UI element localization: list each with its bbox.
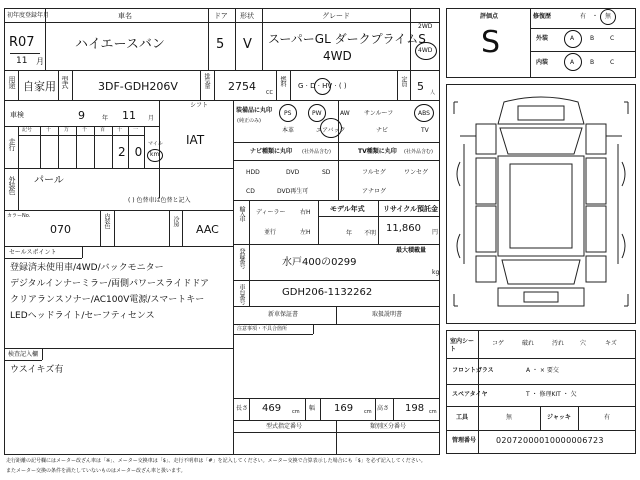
height-label: 高さ xyxy=(377,405,390,412)
repair-yes: 有 xyxy=(580,13,587,20)
sales-point-line-0: 登録済未使用車/4WD/バックモニター xyxy=(10,263,164,273)
model-year-label: モデル年式 xyxy=(330,205,365,213)
manual-label: 取扱説明書 xyxy=(372,311,403,318)
mileage-hdr-3: 千 xyxy=(82,127,88,133)
equipment-label: 装備品に丸印 xyxy=(236,107,273,114)
load-unit: kg xyxy=(432,269,440,276)
recycle-unit: 円 xyxy=(432,229,439,236)
equip-tv: TV xyxy=(421,127,429,134)
width: 169 xyxy=(334,403,354,414)
recycle-value: 11,860 xyxy=(386,223,421,234)
navi-hdd: HDD xyxy=(246,169,260,176)
fuel-options: G · D · HV · ( ) xyxy=(298,82,347,90)
rating-score: S xyxy=(481,25,501,60)
exterior-grade-b: B xyxy=(590,35,595,42)
inspector-label: 検査記入欄 xyxy=(8,351,39,358)
car-name-label: 車名 xyxy=(118,12,132,20)
tv-analog: アナログ xyxy=(362,188,387,195)
use-label: 用途 xyxy=(8,76,16,88)
footer-line-1: 走行距離の記号欄にはメーター改ざん車は「※」、メーター交換車は「$」、走行不明車は「#」を記入してください。メーター交換で合算表示した場合にも「$」を必ず記入してください。 xyxy=(6,458,426,464)
inspection-year: 9 xyxy=(78,109,85,122)
mileage-hdr-2: 万 xyxy=(64,127,70,133)
mileage-unit-mile: マイル xyxy=(148,141,163,147)
color-no-label: カラーNo. xyxy=(7,213,31,219)
shift: IAT xyxy=(186,133,205,147)
mileage-hdr-6: 一 xyxy=(133,127,139,133)
inspection-label: 車検 xyxy=(10,111,24,119)
plate-label: 登録番号 xyxy=(238,248,245,268)
exterior-grade-label: 外装 xyxy=(536,35,549,42)
sales-point-label: セールスポイント xyxy=(9,249,57,256)
sales-point-line-3: LEDヘッドライト/セーフティセンス xyxy=(10,311,155,321)
inspection-month-unit: 月 xyxy=(148,115,155,122)
import-left: 左H xyxy=(300,229,311,236)
drive: 4WD xyxy=(323,49,352,63)
exterior-grade-a: A xyxy=(570,35,575,42)
glass-value: A ・ × 要交 xyxy=(526,367,559,374)
rating-label: 評価点 xyxy=(480,13,499,20)
import-dealer: ディーラー xyxy=(256,209,286,216)
inspection-year-unit: 年 xyxy=(102,115,109,122)
length-label: 長さ xyxy=(236,405,249,412)
model-year-unknown: 不明 xyxy=(364,230,377,237)
repair-label: 修復歴 xyxy=(533,13,552,20)
interior-grade-c: C xyxy=(610,59,615,66)
width-unit: cm xyxy=(364,409,372,415)
interior-color-label: 内装色 xyxy=(103,213,110,228)
fuel-d-circle xyxy=(314,78,331,95)
interior-grade-label: 内装 xyxy=(536,59,549,66)
jack-label: ジャッキ xyxy=(547,414,571,421)
tv-oneseg: ワンセグ xyxy=(404,169,429,176)
mileage-value: 20 xyxy=(118,145,152,159)
disp-unit: CC xyxy=(266,90,273,96)
equip-pw: PW xyxy=(312,110,322,117)
disp-label: 排気量 xyxy=(203,73,210,88)
color-no: 070 xyxy=(50,223,71,236)
navi-dvd-play: DVD再生可 xyxy=(277,188,309,195)
sales-point-line-2: クリアランスソナー/AC100V電源/スマートキー xyxy=(10,295,205,305)
equip-navi: ナビ xyxy=(376,127,389,134)
inspector-note: ウスイキズ有 xyxy=(10,365,64,375)
car-name: ハイエースバン xyxy=(75,37,165,52)
seat-koge: コゲ xyxy=(492,340,505,347)
mileage-hdr-5: 十 xyxy=(117,127,123,133)
sales-point-line-1: デジタルインナーミラー/両側パワースライドドア xyxy=(10,279,210,289)
navi-sd: SD xyxy=(322,169,331,176)
equipment-sublabel: (純正のみ) xyxy=(237,118,261,124)
use: 自家用 xyxy=(23,80,56,93)
interior-grade-b: B xyxy=(590,59,595,66)
mileage-unit-km: km xyxy=(150,151,160,158)
reg-label: 初年度登録年月 xyxy=(7,12,50,19)
exterior-color: パール xyxy=(34,175,64,186)
cap-label: 定員 xyxy=(400,76,407,86)
glass-label: フロントガラス xyxy=(452,367,494,374)
grade: スーパーGL ダークプライムS xyxy=(268,32,426,46)
capacity: 5 xyxy=(417,80,424,93)
tv-fullseg: フルセグ xyxy=(362,169,386,176)
fuel-label: 燃料 xyxy=(279,76,286,86)
reg-year: R07 xyxy=(9,35,35,50)
shape-label: 形状 xyxy=(240,12,254,20)
shift-label: シフト xyxy=(190,102,209,109)
exterior-color-note: ( ) 色替車は色替と記入 xyxy=(128,197,191,204)
class-label: 類別区分番号 xyxy=(370,423,407,430)
exterior-grade-c: C xyxy=(610,35,615,42)
length: 469 xyxy=(262,403,282,414)
warranty-label: 新車保証書 xyxy=(268,311,299,318)
model: 3DF-GDH206V xyxy=(98,80,178,93)
equip-ps: PS xyxy=(284,110,292,117)
navi-cd: CD xyxy=(246,188,255,195)
navi-dvd: DVD xyxy=(286,169,300,176)
shape: V xyxy=(243,37,252,52)
tools-label: 工具 xyxy=(456,414,469,421)
width-label: 幅 xyxy=(309,405,316,412)
mgmt-label: 管理番号 xyxy=(452,437,477,444)
load-label: 最大積載量 xyxy=(396,247,427,254)
tools-value: 無 xyxy=(506,414,513,421)
jack-value: 有 xyxy=(604,414,611,421)
height-unit: cm xyxy=(429,409,437,415)
chassis-label: 車台番号 xyxy=(238,284,245,304)
seat-yabure: 破れ xyxy=(522,340,535,347)
length-unit: cm xyxy=(292,409,300,415)
disp: 2754 xyxy=(228,80,256,93)
plate-value: 水戸400の0299 xyxy=(282,257,357,268)
navi-sublabel: (社外品含む) xyxy=(302,149,331,155)
model-label: 型式 xyxy=(61,76,69,88)
tv-sublabel: (社外品含む) xyxy=(404,149,433,155)
doors: 5 xyxy=(216,37,225,52)
drive-2wd: 2WD xyxy=(418,23,433,30)
cap-unit: 人 xyxy=(430,90,436,96)
repair-no: 無 xyxy=(605,13,612,20)
equip-abs: ABS xyxy=(418,110,430,117)
import-label: 輸入車 xyxy=(238,206,245,221)
height: 198 xyxy=(405,403,425,414)
inspection-month: 11 xyxy=(122,109,136,122)
navi-label: ナビ種類に丸印 xyxy=(250,148,293,155)
seat-ana: 穴 xyxy=(580,340,587,347)
reg-month: 11 xyxy=(16,56,28,66)
mileage-hdr-4: 百 xyxy=(100,127,106,133)
reg-month-unit: 月 xyxy=(36,57,44,66)
type-label: 型式指定番号 xyxy=(266,423,303,430)
door-label: ドア xyxy=(214,12,228,20)
exterior-color-label: 外装色 xyxy=(8,176,16,194)
mgmt-value: 02072000010000006723 xyxy=(496,436,604,445)
seat-kizu: キズ xyxy=(605,340,617,347)
drive-4wd: 4WD xyxy=(418,47,433,54)
mileage-hdr-0: 記号 xyxy=(22,127,33,133)
import-parallel: 並行 xyxy=(264,229,277,236)
seat-label: 室内シート xyxy=(450,338,475,354)
chassis-value: GDH206-1132262 xyxy=(282,287,373,298)
repair-sep: ・ xyxy=(592,13,599,20)
seat-yogore: 汚れ xyxy=(552,340,565,347)
equip-sunroof: サンルーフ xyxy=(364,110,394,117)
mileage-label: 走行 xyxy=(8,138,16,150)
spare-label: スペアタイヤ xyxy=(452,391,488,398)
ac: AAC xyxy=(196,223,219,236)
equip-aw: AW xyxy=(340,110,350,117)
spare-value: T ・ 修理KIT ・ 欠 xyxy=(526,391,577,398)
equip-leather: 本革 xyxy=(282,127,295,134)
model-year-unit: 年 xyxy=(346,230,353,237)
notes-label: 注意事項・不具合箇所 xyxy=(237,326,288,332)
grade-label: グレード xyxy=(322,12,350,20)
equip-airbag: エアバック xyxy=(316,127,346,134)
footer-line-2: またメーター交換の条件を満たしていないものはメーター改ざん車と扱います。 xyxy=(6,468,186,474)
ac-label: 冷房 xyxy=(172,216,179,226)
tv-label: TV種類に丸印 xyxy=(358,148,397,155)
interior-grade-a: A xyxy=(570,59,575,66)
car-diagram xyxy=(446,84,636,324)
mileage-hdr-1: 十 xyxy=(46,127,52,133)
recycle-label: リサイクル預託金 xyxy=(383,205,439,213)
import-right: 右H xyxy=(300,209,311,216)
